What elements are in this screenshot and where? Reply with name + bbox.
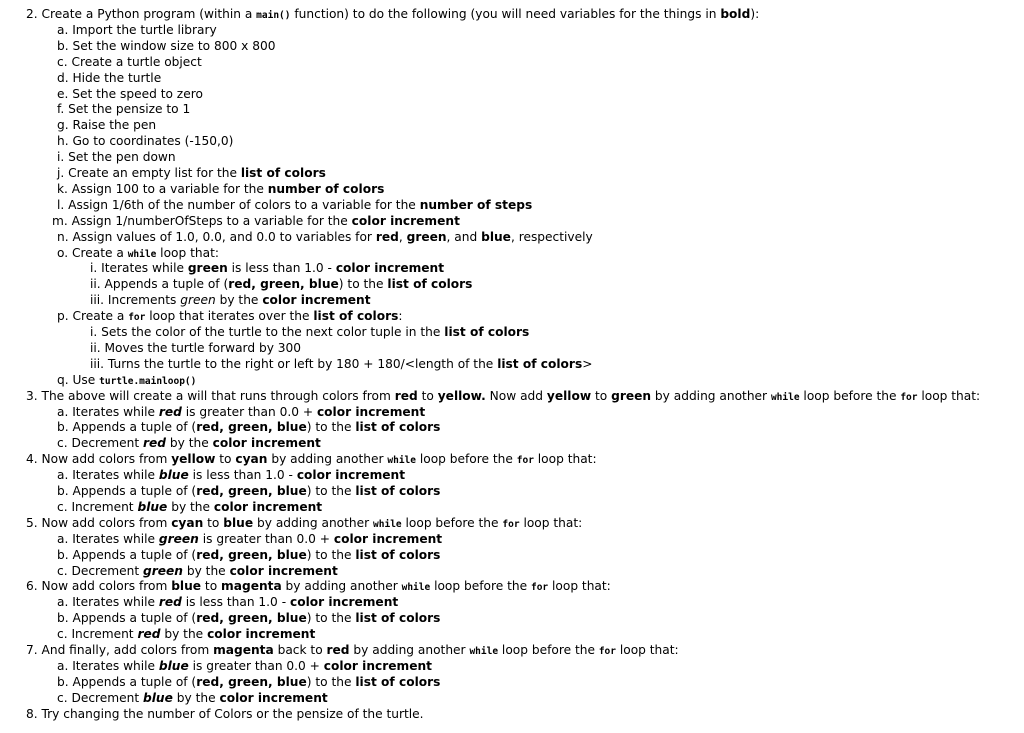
text-segment: loop before the [799,388,901,403]
roman-substep [90,276,472,292]
text-segment: h. Go to coordinates (-150,0) [57,134,234,149]
text-segment: q. Use [57,372,100,387]
text-segment: yellow [171,452,216,467]
code-keyword: for [530,582,549,594]
text-segment: ) to the [306,484,356,498]
text-segment: to [201,579,222,594]
text-segment: d. Hide the turtle [57,70,162,85]
lettered-substep [57,181,384,197]
text-segment: color increment [323,658,433,673]
text-segment: red, green, blue [196,674,307,689]
text-segment: 7. And finally, add colors from [26,643,214,657]
text-segment: by the [160,627,208,642]
lettered-substep [57,690,328,706]
text-segment: green [187,261,228,276]
numbered-step [26,451,597,467]
lettered-substep [57,499,322,515]
text-segment: red [143,436,167,451]
text-segment: by the [166,436,213,451]
lettered-substep [57,165,326,181]
text-segment: by the [215,293,263,308]
text-segment: ii. Moves the turtle forward by 300 [90,340,302,355]
text-segment: magenta [213,643,274,657]
text-segment: list of colors [313,309,399,324]
text-segment: back to [273,643,327,657]
text-segment: green [611,388,652,403]
code-keyword: while [469,646,499,657]
lettered-substep [57,22,217,38]
text-segment: ) to the [338,277,388,292]
lettered-substep [57,229,593,245]
text-segment: blue [171,579,202,594]
numbered-step [26,6,759,22]
text-segment: ) to the [306,420,356,435]
text-segment: red, green, blue [196,484,307,498]
text-segment: i. Sets the color of the turtle to the next color tuple in the [90,325,445,339]
text-segment: loop that: [519,515,583,530]
text-segment: color increment [213,499,323,514]
text-segment: color increment [207,627,316,642]
lettered-substep [57,547,440,563]
text-segment: i. Set the pen down [57,150,176,165]
text-segment: is less than 1.0 - [181,595,290,610]
text-segment: loop that: [548,579,611,594]
text-segment: red, green, blue [196,420,307,435]
text-segment: cyan [235,452,268,467]
text-segment: loop before the [498,643,599,657]
lettered-substep [57,54,202,70]
text-segment: 6. Now add colors from [26,579,172,594]
text-segment: ) to the [306,611,356,626]
lettered-substep [57,610,440,626]
text-segment: c. Decrement [57,563,144,578]
text-segment: to [417,388,438,403]
lettered-substep [57,658,432,674]
text-segment: blue [481,229,511,244]
text-segment: c. Decrement [57,690,144,705]
text-segment: c. Decrement [57,436,144,451]
roman-substep [90,356,592,372]
lettered-substep [57,467,405,483]
lettered-substep [57,674,440,690]
text-segment: c. Increment [57,499,138,514]
text-segment: by adding another [349,643,470,657]
text-segment: blue [158,468,189,483]
text-segment: ) to the [306,547,356,562]
numbered-step [26,706,424,722]
text-segment: j. Create an empty list for the [57,166,241,180]
text-segment: is greater than 0.0 + [181,404,317,419]
text-segment: by adding another [267,452,388,467]
text-segment: color increment [289,595,399,610]
lettered-substep [57,245,219,261]
text-segment: is greater than 0.0 + [198,531,334,546]
text-segment: b. Appends a tuple of ( [57,674,197,689]
lettered-substep [57,197,532,213]
text-segment: b. Appends a tuple of ( [57,484,197,498]
numbered-step [26,515,582,531]
lettered-substep [57,70,161,86]
code-keyword: for [128,312,146,324]
text-segment: ): [750,7,760,21]
text-segment: o. Create a [57,245,128,260]
text-segment: is less than 1.0 - [188,468,297,483]
text-segment: a. Iterates while [57,404,159,419]
code-keyword: for [598,646,616,657]
lettered-substep [57,38,275,54]
text-segment: list of colors [497,356,583,371]
numbered-step [26,388,980,404]
roman-substep [90,340,301,356]
text-segment: to [203,515,224,530]
text-segment: red [158,404,182,419]
text-segment: , [398,229,407,244]
code-keyword: turtle.mainloop() [99,375,197,387]
text-segment: list of colors [240,166,326,180]
text-segment: l. Assign 1/6th of the number of colors to a variable for the [57,197,420,212]
text-segment: b. Appends a tuple of ( [57,547,197,562]
text-segment: 2. Create a Python program (within a [26,7,257,21]
code-keyword: while [387,455,416,467]
text-segment: a. Iterates while [57,658,159,673]
text-segment: by the [167,499,214,514]
text-segment: loop that iterates over the [145,309,314,324]
text-segment: Now add [485,388,547,403]
text-segment: color increment [316,404,426,419]
text-segment: loop that: [917,388,981,403]
text-segment: red, green, blue [228,277,339,292]
text-segment: red [158,595,182,610]
text-segment: red [375,229,399,244]
text-segment: number of colors [267,181,385,196]
text-segment: blue [143,690,173,705]
code-keyword: for [900,391,918,403]
lettered-substep [57,86,203,102]
text-segment: by adding another [651,388,771,403]
text-segment: f. Set the pensize to 1 [57,102,191,117]
lettered-substep [57,149,176,165]
lettered-substep [57,594,398,610]
roman-substep [90,324,529,340]
text-segment: c. Create a turtle object [57,54,202,69]
text-segment: yellow [546,388,592,403]
code-keyword: main() [256,10,291,21]
text-segment: c. Increment [57,627,138,642]
text-segment: cyan [171,515,204,530]
text-segment: by the [172,690,220,705]
text-segment: list of colors [355,547,441,562]
text-segment: loop that: [616,643,679,657]
text-segment: function) to do the following (you will need variables for the things in [290,7,721,21]
text-segment: a. Import the turtle library [57,22,217,37]
text-segment: red [137,627,161,642]
text-segment: blue [223,515,254,530]
text-segment: 4. Now add colors from [26,452,172,467]
text-segment: a. Iterates while [57,468,159,483]
lettered-substep [57,483,440,499]
text-segment: blue [158,658,189,673]
text-segment: green [158,531,199,546]
lettered-substep [57,117,156,133]
lettered-substep [57,372,196,388]
text-segment: color increment [296,468,406,483]
text-segment: ) to the [306,674,356,689]
text-segment: 8. Try changing the number of Colors or the pensize of the turtle. [26,706,424,721]
text-segment: iii. Increments [90,293,181,308]
lettered-substep [57,626,315,642]
lettered-substep [57,101,190,117]
code-keyword: for [516,455,534,467]
text-segment: list of colors [355,420,441,435]
text-segment: red, green, blue [196,611,307,626]
text-segment: color increment [212,436,321,451]
text-segment: p. Create a [57,309,129,324]
text-segment: a. Iterates while [57,531,159,546]
text-segment: is greater than 0.0 + [188,658,324,673]
text-segment: list of colors [444,325,530,339]
text-segment: 5. Now add colors from [26,515,172,530]
text-segment: > [582,356,593,371]
lettered-substep [52,213,460,229]
roman-substep [90,260,444,276]
text-segment: yellow. [437,388,486,403]
text-segment: i. Iterates while [90,261,188,276]
text-segment: b. Set the window size to 800 x 800 [57,38,276,53]
text-segment: to [215,452,236,467]
text-segment: red [394,388,418,403]
lettered-substep [57,531,442,547]
text-segment: a. Iterates while [57,595,159,610]
lettered-substep [57,404,425,420]
text-segment: g. Raise the pen [57,118,157,133]
text-segment: e. Set the speed to zero [57,86,203,101]
code-keyword: while [127,248,157,260]
text-segment: iii. Turns the turtle to the right or left by 180 + 180/<length of the [90,356,498,371]
text-segment: list of colors [355,674,441,689]
text-segment: b. Appends a tuple of ( [57,611,197,626]
text-segment: red [326,643,350,657]
text-segment: magenta [221,579,282,594]
code-keyword: while [770,391,800,403]
text-segment: : [398,309,403,324]
text-segment: k. Assign 100 to a variable for the [57,181,268,196]
text-segment: list of colors [355,484,441,498]
text-segment: loop that: [156,245,219,260]
text-segment: number of steps [419,197,533,212]
text-segment: by adding another [281,579,402,594]
roman-substep [90,292,371,308]
lettered-substep [57,308,402,324]
text-segment: ii. Appends a tuple of ( [90,277,229,292]
text-segment: green [143,563,183,578]
code-keyword: while [373,518,402,530]
text-segment: color increment [219,690,328,705]
text-segment: color increment [333,531,443,546]
text-segment: , respectively [510,229,593,244]
text-segment: by the [182,563,230,578]
text-segment: color increment [229,563,338,578]
numbered-step [26,578,611,594]
code-keyword: for [502,518,520,530]
text-segment: is less than 1.0 - [227,261,336,276]
text-segment: red, green, blue [196,547,307,562]
text-segment: 3. The above will create a will that runs through colors from [26,388,395,403]
text-segment: loop before the [401,515,503,530]
text-segment: n. Assign values of 1.0, 0.0, and 0.0 to variables for [57,229,376,244]
text-segment: green [406,229,447,244]
text-segment: loop before the [430,579,531,594]
text-segment: color increment [351,213,460,228]
lettered-substep [57,435,321,451]
text-segment: m. Assign 1/numberOfSteps to a variable for the [52,213,352,228]
text-segment: to [591,388,612,403]
text-segment: list of colors [387,277,473,292]
numbered-step [26,642,679,658]
text-segment: loop before the [415,452,517,467]
lettered-substep [57,419,440,435]
lettered-substep [57,133,233,149]
code-keyword: while [401,582,431,594]
text-segment: color increment [262,293,371,308]
text-segment: color increment [335,261,445,276]
text-segment: , and [446,229,482,244]
text-segment: list of colors [355,611,441,626]
text-segment: loop that: [533,452,597,467]
text-segment: by adding another [253,515,374,530]
text-segment: blue [137,499,168,514]
text-segment: b. Appends a tuple of ( [57,420,197,435]
text-segment: green [180,293,216,308]
text-segment: bold [720,7,751,21]
lettered-substep [57,563,338,579]
